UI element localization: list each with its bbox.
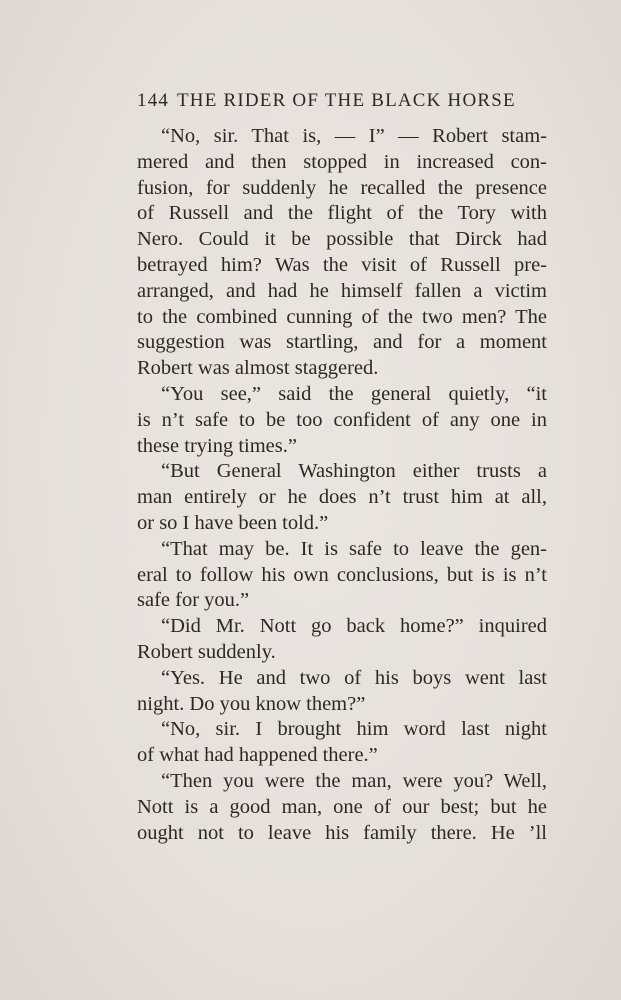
text-line: “No, sir. That is, — I” — Robert stam- [161, 125, 547, 147]
text-line: eral to follow his own conclusions, but is is n’t [137, 563, 547, 586]
text-line: “But General Washington either trusts a [161, 460, 547, 483]
text-line: night. Do you know them?” [137, 692, 366, 715]
text-line: “No, sir. I brought him word last night [161, 718, 547, 741]
text-line: of Russell and the flight of the Tory with [137, 202, 547, 225]
text-line: these trying times.” [137, 434, 297, 457]
text-line: Nott is a good man, one of our best; but he [137, 795, 547, 818]
page-header [137, 90, 547, 112]
text-line: man entirely or he does n’t trust him at all, [137, 486, 547, 509]
text-line: or so I have been told.” [137, 511, 329, 534]
text-line: fusion, for suddenly he recalled the presence [137, 176, 547, 199]
body-text [137, 124, 547, 846]
text-line: “Did Mr. Nott go back home?” inquired [161, 615, 547, 638]
text-line: safe for you.” [137, 589, 250, 612]
text-line: “You see,” said the general quietly, “it [161, 382, 547, 405]
text-line: suggestion was startling, and for a moment [137, 331, 547, 354]
text-line: Robert was almost staggered. [137, 357, 379, 380]
text-line: “That may be. It is safe to leave the gen- [161, 537, 547, 560]
text-line: of what had happened there.” [137, 744, 378, 767]
text-line: “Then you were the man, were you? Well, [161, 769, 547, 792]
text-line: Robert suddenly. [137, 640, 276, 663]
text-line: betrayed him? Was the visit of Russell pre- [137, 253, 547, 276]
text-line: ought not to leave his family there. He ’ll [137, 821, 547, 844]
text-line: mered and then stopped in increased con- [137, 150, 547, 173]
page-number: 144 [137, 90, 170, 111]
text-line: arranged, and had he himself fallen a victim [137, 279, 547, 302]
text-line: is n’t safe to be too confident of any one in [137, 408, 547, 431]
text-line: Nero. Could it be possible that Dirck had [137, 228, 547, 251]
text-line: to the combined cunning of the two men? The [137, 305, 547, 328]
text-line: “Yes. He and two of his boys went last [161, 666, 547, 689]
running-head: THE RIDER OF THE BLACK HORSE [177, 90, 516, 111]
